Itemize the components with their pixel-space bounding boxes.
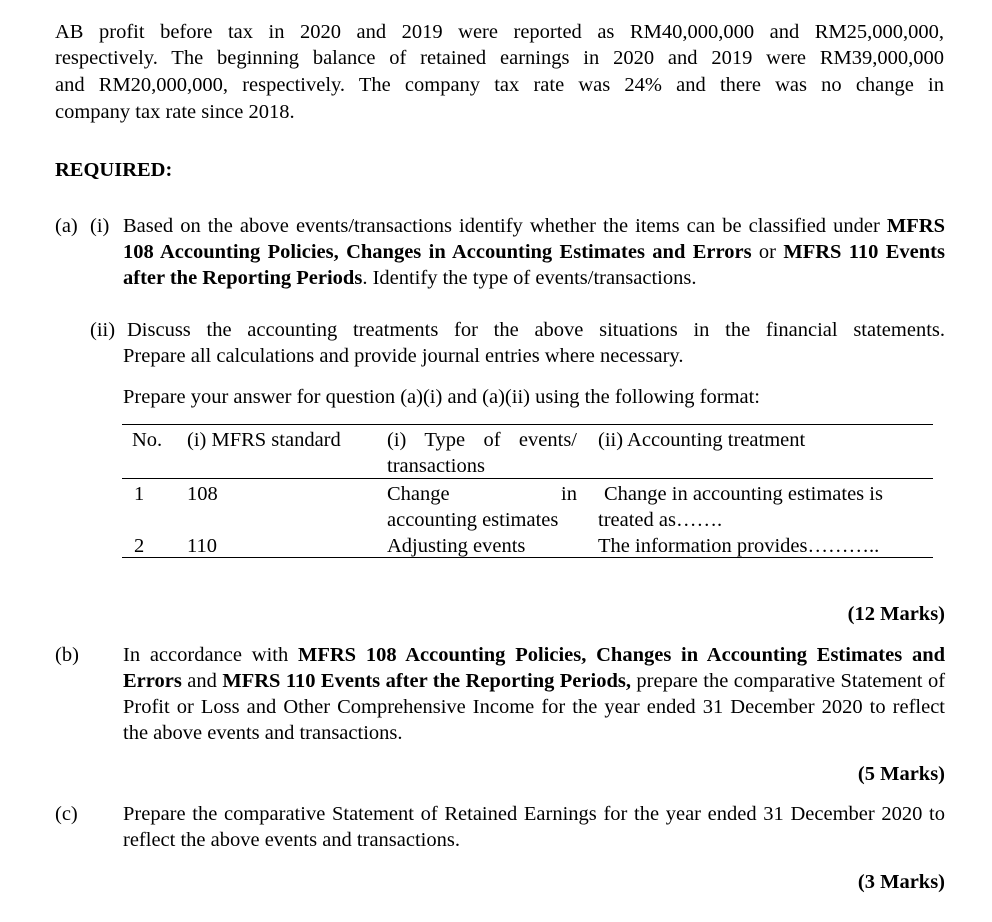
table-header-type: (i) Type of events/ bbox=[387, 429, 577, 451]
part-c-label: (c) bbox=[55, 803, 78, 825]
part-a-ii-line-1: Discuss the accounting treatments for the above situations in the financial statements. bbox=[127, 319, 945, 341]
intro-line-4: company tax rate since 2018. bbox=[55, 101, 295, 123]
intro-line-3: and RM20,000,000, respectively. The company tax rate was 24% and there was no change in bbox=[55, 74, 944, 96]
required-heading: REQUIRED: bbox=[55, 159, 173, 181]
part-a-i-text-start: Based on the above events/transactions identify whether the items can be classified under bbox=[123, 215, 880, 237]
row-1-no: 1 bbox=[134, 483, 145, 505]
row-1-treatment-line-2: treated as……. bbox=[598, 509, 723, 531]
row-2-type: Adjusting events bbox=[387, 535, 526, 557]
part-a-ii-line-2: Prepare all calculations and provide journal entries where necessary. bbox=[123, 345, 684, 367]
row-1-type-line-1: Change in bbox=[387, 483, 577, 505]
part-a-marks: (12 Marks) bbox=[847, 603, 945, 625]
part-a-i-connector: or bbox=[758, 241, 776, 263]
part-b-marks: (5 Marks) bbox=[857, 763, 945, 785]
part-b-text bbox=[123, 642, 945, 746]
part-a-i-text-end: . Identify the type of events/transactions. bbox=[362, 267, 697, 289]
row-2-no: 2 bbox=[134, 535, 145, 557]
part-c-text: Prepare the comparative Statement of Retained Earnings for the year ended 31 December 2020 to reflect the above events and transactions. bbox=[123, 803, 945, 851]
part-a-label: (a) bbox=[55, 215, 78, 237]
row-2-standard: 110 bbox=[187, 535, 217, 557]
format-note: Prepare your answer for question (a)(i) and (a)(ii) using the following format: bbox=[123, 386, 761, 408]
table-top-rule bbox=[122, 424, 933, 425]
row-1-treatment-line-1: Change in accounting estimates is bbox=[604, 483, 883, 505]
part-b-post: prepare the comparative Statement of Profit or Loss and Other Comprehensive Income for the year ended 31 December 2020 to reflect the above events and transactions. bbox=[123, 670, 946, 744]
row-1-type-line-2: accounting estimates bbox=[387, 509, 559, 531]
part-b-pre: In accordance with bbox=[123, 644, 289, 666]
part-b-mid: and bbox=[187, 670, 217, 692]
part-b-label: (b) bbox=[55, 644, 79, 666]
part-c-marks: (3 Marks) bbox=[857, 871, 945, 893]
table-header-standard: (i) MFRS standard bbox=[187, 429, 341, 451]
table-header-no: No. bbox=[132, 429, 163, 451]
table-header-type-line-2: transactions bbox=[387, 455, 485, 477]
part-a-i-mfrs110: MFRS 110 Events after the Reporting Periods bbox=[123, 241, 945, 289]
intro-line-2: respectively. The beginning balance of retained earnings in 2020 and 2019 were RM39,000,000 bbox=[55, 47, 944, 69]
part-b-mfrs110: MFRS 110 Events after the Reporting Periods, bbox=[222, 670, 631, 692]
table-header-rule bbox=[122, 478, 933, 479]
intro-line-1: AB profit before tax in 2020 and 2019 were reported as RM40,000,000 and RM25,000,000, bbox=[55, 21, 944, 43]
row-1-standard: 108 bbox=[187, 483, 218, 505]
part-a-ii-label: (ii) bbox=[90, 319, 116, 341]
table-header-treatment: (ii) Accounting treatment bbox=[598, 429, 806, 451]
row-2-treatment: The information provides……….. bbox=[598, 535, 880, 557]
table-bottom-rule bbox=[122, 557, 933, 558]
part-a-i-mfrs108: MFRS 108 Accounting Policies, Changes in Accounting Estimates and Errors bbox=[123, 215, 945, 263]
part-a-i-label: (i) bbox=[90, 215, 110, 237]
part-b-mfrs108: MFRS 108 Accounting Policies, Changes in Accounting Estimates and Errors bbox=[123, 644, 945, 692]
part-a-i-text bbox=[123, 213, 945, 291]
